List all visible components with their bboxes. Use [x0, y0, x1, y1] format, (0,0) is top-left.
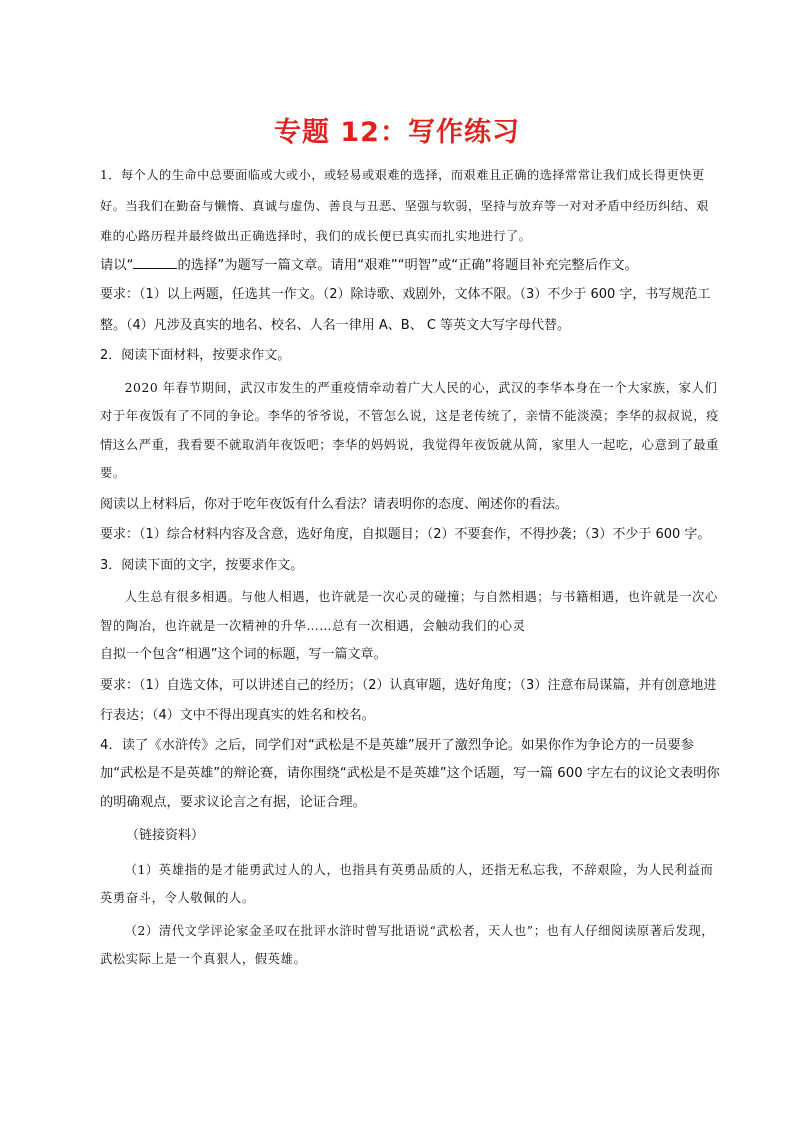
q4-text: 4．读了《水浒传》之后，同学们对“武松是不是英雄”展开了激烈争论。如果你作为争论方的一员要参加“武松是不是英雄”的辩论赛，请你围绕“武松是不是英雄”这个话题，写一篇 600 字左右的议论文表明你的明确观点，要求议论言之有据，论证合理。	[100, 737, 720, 810]
q1-prompt	[100, 252, 720, 281]
q4-link-header: （链接资料）	[126, 828, 205, 843]
q1-prompt-end: 的选择”为题写一篇文章。请用“艰难”“明智”或“正确”将题目补充完整后作文。	[177, 257, 638, 273]
q3-heading: 3．阅读下面的文字，按要求作文。	[100, 557, 304, 573]
q2-material: 2020 年春节期间，武汉市发生的严重疫情牵动着广大人民的心，武汉的李华本身在一个大家族，家人们对于年夜饭有了不同的争论。李华的爷爷说，不管怎么说，这是老传统了，亲情不能淡漠；李华的叔叔说，疫情这么严重，我看要不就取消年夜饭吧；李华的妈妈说，我觉得年夜饭就从简，家里人一起吃，心意到了最重要。	[100, 380, 720, 480]
fill-in-blank	[133, 256, 177, 269]
content-body	[100, 160, 720, 974]
q2-heading: 2．阅读下面材料，按要求作文。	[100, 348, 291, 363]
q1-prompt-start: 请以“	[100, 257, 134, 273]
q1-text: 1．每个人的生命中总要面临或大或小，或轻易或艰难的选择，而艰难且正确的选择常常让我们成长得更快更好。当我们在勤奋与懒惰、真诚与虚伪、善良与丑恶、坚强与软弱，坚持与放弃等一对对矛盾中经历纠结、艰难的心路历程并最终做出正确选择时，我们的成长便已真实而扎实地进行了。	[100, 168, 709, 243]
q4-reference-1: （1）英雄指的是才能勇武过人的人，也指具有英勇品质的人，还指无私忘我，不辞艰险，为人民利益而英勇奋斗，令人敬佩的人。	[100, 862, 714, 905]
q1-requirements: 要求：（1）以上两题，任选其一作文。（2）除诗歌、戏剧外，文体不限。（3）不少于 600 字，书写规范工整。（4）凡涉及真实的地名、校名、人名一律用 A、B、 C 等英文大写字母代替。	[100, 287, 711, 333]
q3-prompt: 自拟一个包含“相遇”这个词的标题，写一篇文章。	[100, 647, 387, 662]
q2-requirements: 要求：（1）综合材料内容及含意，选好角度，自拟题目；（2）不要套作，不得抄袭；（3）不少于 600 字。	[100, 527, 711, 542]
q4-reference-2: （2）清代文学评论家金圣叹在批评水浒时曾写批语说“武松者，天人也”；也有人仔细阅读原著后发现，武松实际上是一个真狠人，假英雄。	[100, 923, 715, 966]
q2-prompt: 阅读以上材料后，你对于吃年夜饭有什么看法？请表明你的态度、阐述你的看法。	[100, 496, 569, 512]
page-title: 专题 12：写作练习	[274, 117, 520, 148]
q3-requirements: 要求：（1）自选文体，可以讲述自己的经历；（2）认真审题，选好角度；（3）注意布局谋篇，并有创意地进行表达；（4）文中不得出现真实的姓名和校名。	[100, 677, 717, 723]
q3-material: 人生总有很多相遇。与他人相遇，也许就是一次心灵的碰撞；与自然相遇；与书籍相遇，也许就是一次心智的陶冶，也许就是一次精神的升华……总有一次相遇，会触动我们的心灵	[100, 590, 718, 633]
